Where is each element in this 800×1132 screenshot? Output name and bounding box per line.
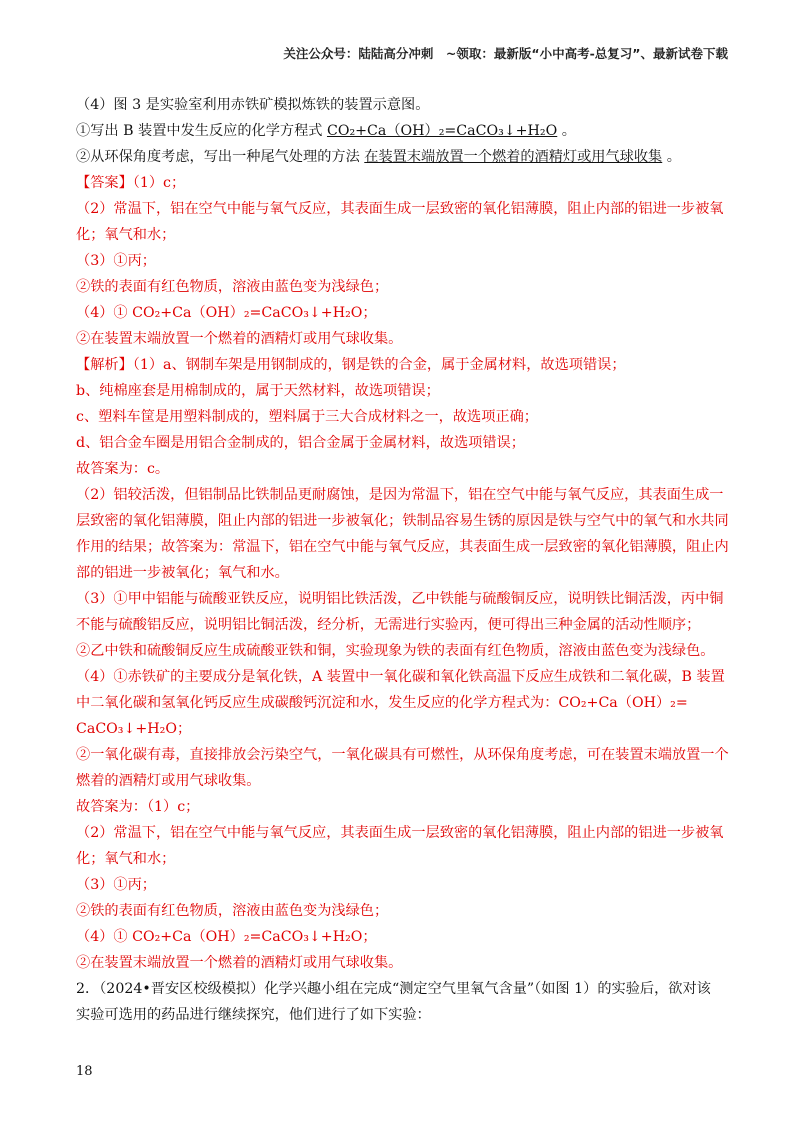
question-2-line: 实验可选用的药品进行继续探究，他们进行了如下实验：	[76, 1007, 431, 1023]
answer-block	[76, 170, 728, 352]
answer-line: ②铁的表面有红色物质，溶液由蓝色变为浅绿色；	[76, 279, 389, 295]
answer-line: （4）① CO₂+Ca（OH）₂=CaCO₃↓+H₂O；	[76, 305, 377, 321]
page-number: 18	[76, 1064, 93, 1079]
q4-intro: （4）图 3 是实验室利用赤铁矿模拟炼铁的装置示意图。	[76, 97, 430, 113]
analysis-line: 【解析】（1）a、钢制车架是用钢制成的，钢是铁的合金，属于金属材料，故选项错误；	[76, 357, 626, 373]
analysis-block	[76, 352, 728, 794]
analysis-line: ②一氧化碳有毒，直接排放会污染空气，一氧化碳具有可燃性，从环保角度考虑，可在装置末端放置一个	[76, 747, 729, 763]
final-answer-line: （4）① CO₂+Ca（OH）₂=CaCO₃↓+H₂O；	[76, 929, 377, 945]
final-answer-line: ②在装置末端放置一个燃着的酒精灯或用气球收集。	[76, 955, 403, 971]
analysis-line: 部的铝进一步被氧化；氧气和水。	[76, 565, 289, 581]
analysis-line: 不能与硫酸铝反应，说明铝比铜活泼，经分析，无需进行实验丙，便可得出三种金属的活动性顺序；	[76, 617, 701, 633]
analysis-line: ②乙中铁和硫酸铜反应生成硫酸亚铁和铜，实验现象为铁的表面有红色物质，溶液由蓝色变为浅绿色。	[76, 643, 715, 659]
analysis-line: 故答案为：c。	[76, 461, 170, 477]
q4-item2-suffix: 。	[666, 149, 681, 165]
q4-item1-answer: CO₂+Ca（OH）₂=CaCO₃↓+H₂O	[326, 123, 558, 139]
q4-item1-prefix: ①写出 B 装置中发生反应的化学方程式	[76, 123, 323, 139]
analysis-line: 作用的结果；故答案为：常温下，铝在空气中能与氧气反应，其表面生成一层致密的氧化铝薄膜，阻止内	[76, 539, 729, 555]
document-body	[76, 92, 728, 1028]
q4-item2-answer: 在装置末端放置一个燃着的酒精灯或用气球收集	[364, 149, 663, 165]
page-header: 关注公众号：陆陆高分冲刺 ~领取：最新版“小中高考-总复习”、最新试卷下载	[283, 46, 728, 61]
final-answer-line: （3）①丙；	[76, 877, 156, 893]
analysis-line: b、纯棉座套是用棉制成的，属于天然材料，故选项错误；	[76, 383, 440, 399]
analysis-line: 中二氧化碳和氢氧化钙反应生成碳酸钙沉淀和水，发生反应的化学方程式为：CO₂+Ca（OH）₂=	[76, 695, 688, 711]
answer-line: ②在装置末端放置一个燃着的酒精灯或用气球收集。	[76, 331, 403, 347]
analysis-line: c、塑料车筐是用塑料制成的，塑料属于三大合成材料之一，故选项正确；	[76, 409, 538, 425]
final-answer-line: （2）常温下，铝在空气中能与氧气反应，其表面生成一层致密的氧化铝薄膜，阻止内部的铝进一步被氧	[76, 825, 724, 841]
answer-line: 【答案】（1）c；	[76, 175, 186, 191]
final-answer-line: 故答案为：（1）c；	[76, 799, 200, 815]
analysis-line: CaCO₃↓+H₂O；	[76, 721, 192, 737]
question-2	[76, 976, 728, 1028]
q4-item1	[76, 118, 728, 144]
answer-line: （3）①丙；	[76, 253, 156, 269]
analysis-line: （2）铝较活泼，但铝制品比铁制品更耐腐蚀，是因为常温下，铝在空气中能与氧气反应，其表面生成一	[76, 487, 724, 503]
analysis-line: d、铝合金车圈是用铝合金制成的，铝合金属于金属材料，故选项错误；	[76, 435, 525, 451]
analysis-line: （4）①赤铁矿的主要成分是氧化铁，A 装置中一氧化碳和氧化铁高温下反应生成铁和二氧化碳，B 装置	[76, 669, 725, 685]
analysis-line: 燃着的酒精灯或用气球收集。	[76, 773, 261, 789]
final-answer-line: ②铁的表面有红色物质，溶液由蓝色变为浅绿色；	[76, 903, 389, 919]
final-answer-block	[76, 794, 728, 976]
answer-line: （2）常温下，铝在空气中能与氧气反应，其表面生成一层致密的氧化铝薄膜，阻止内部的铝进一步被氧	[76, 201, 724, 217]
final-answer-line: 化；氧气和水；	[76, 851, 176, 867]
question-2-line: 2．（2024•晋安区校级模拟）化学兴趣小组在完成“测定空气里氧气含量”（如图 1）的实验后，欲对该	[76, 981, 711, 997]
q4-item2-prefix: ②从环保角度考虑，写出一种尾气处理的方法	[76, 149, 360, 165]
analysis-line: 层致密的氧化铝薄膜，阻止内部的铝进一步被氧化；铁制品容易生锈的原因是铁与空气中的氧气和水共同	[76, 513, 729, 529]
q4-item2	[76, 144, 728, 170]
analysis-line: （3）①甲中铝能与硫酸亚铁反应，说明铝比铁活泼，乙中铁能与硫酸铜反应，说明铁比铜活泼，丙中铜	[76, 591, 724, 607]
q4-item1-suffix: 。	[561, 123, 576, 139]
answer-line: 化；氧气和水；	[76, 227, 176, 243]
